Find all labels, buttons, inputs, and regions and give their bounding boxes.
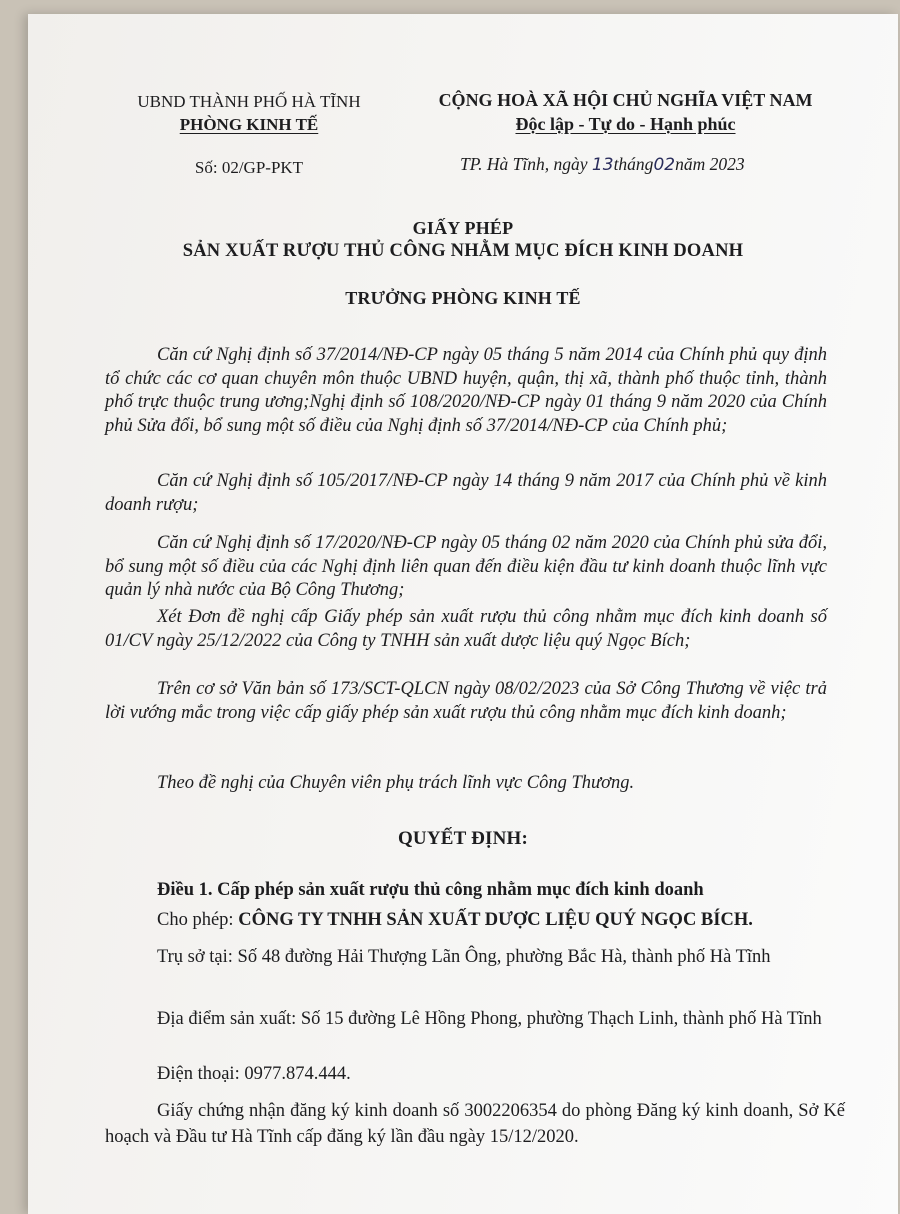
issue-date: [460, 154, 745, 175]
grantee-label: Cho phép:: [157, 910, 239, 930]
production-site: Địa điểm sản xuất: Số 15 đường Lê Hồng Phong, phường Thạch Linh, thành phố Hà Tĩnh: [157, 1009, 822, 1029]
decision-heading: QUYẾT ĐỊNH:: [397, 828, 529, 849]
date-month-label: tháng: [613, 154, 654, 174]
doc-title: GIẤY PHÉP: [412, 218, 514, 238]
preamble-paragraph: Trên cơ sở Văn bản số 173/SCT-QLCN ngày 08/02/2023 của Sở Công Thương về việc trả lời vướng mắc trong việc cấp giấy phép sản xuất rượu thủ công nhằm mục đích kinh doanh;: [105, 679, 827, 723]
article-1-title: Điều 1. Cấp phép sản xuất rượu thủ công nhằm mục đích kinh doanh: [157, 880, 704, 900]
agency-parent: UBND THÀNH PHỐ HÀ TĨNH: [137, 92, 361, 111]
preamble-paragraph: Căn cứ Nghị định số 105/2017/NĐ-CP ngày 14 tháng 9 năm 2017 của Chính phủ về kinh doanh rượu;: [105, 471, 827, 515]
date-suffix: năm 2023: [675, 154, 745, 174]
issuer-title: TRƯỞNG PHÒNG KINH TẾ: [345, 288, 581, 308]
preamble-paragraph: Căn cứ Nghị định số 37/2014/NĐ-CP ngày 05 tháng 5 năm 2014 của Chính phủ quy định tổ chức các cơ quan chuyên môn thuộc UBND huyện, quận, thị xã, thành phố thuộc tỉnh, thành phố trực thuộc trung ương;Nghị định số 108/2020/NĐ-CP ngày 01 tháng 9 năm 2020 của Chính phủ Sửa đổi, bổ sung một số điều của Nghị định số 37/2014/NĐ-CP của Chính phủ;: [105, 345, 827, 436]
phone-number: Điện thoại: 0977.874.444.: [157, 1064, 351, 1084]
nation-name: CỘNG HOÀ XÃ HỘI CHỦ NGHĨA VIỆT NAM: [438, 90, 813, 110]
date-prefix: TP. Hà Tĩnh, ngày: [460, 154, 592, 174]
date-day-handwritten: 13: [591, 155, 614, 175]
business-certificate: Giấy chứng nhận đăng ký kinh doanh số 3002206354 do phòng Đăng ký kinh doanh, Sở Kế hoạch và Đầu tư Hà Tĩnh cấp đăng ký lần đầu ngày 15/12/2020.: [105, 1101, 845, 1147]
grantee-line: [157, 910, 753, 931]
head-office: Trụ sở tại: Số 48 đường Hải Thượng Lãn Ông, phường Bắc Hà, thành phố Hà Tĩnh: [157, 947, 771, 967]
preamble-paragraph: Theo đề nghị của Chuyên viên phụ trách lĩnh vực Công Thương.: [157, 773, 635, 793]
preamble-paragraph: Căn cứ Nghị định số 17/2020/NĐ-CP ngày 05 tháng 02 năm 2020 của Chính phủ sửa đổi, bổ sung một số điều của các Nghị định liên quan đến điều kiện đầu tư kinh doanh thuộc lĩnh vực quản lý nhà nước của Bộ Công Thương;: [105, 533, 827, 600]
document-number: Số: 02/GP-PKT: [194, 158, 304, 177]
grantee-name: CÔNG TY TNHH SẢN XUẤT DƯỢC LIỆU QUÝ NGỌC BÍCH.: [238, 910, 753, 930]
doc-subtitle: SẢN XUẤT RƯỢU THỦ CÔNG NHẰM MỤC ĐÍCH KINH DOANH: [182, 241, 744, 261]
document-page: [28, 14, 898, 1214]
preamble-paragraph: Xét Đơn đề nghị cấp Giấy phép sản xuất rượu thủ công nhằm mục đích kinh doanh số 01/CV ngày 25/12/2022 của Công ty TNHH sản xuất dược liệu quý Ngọc Bích;: [105, 607, 827, 651]
agency-name: PHÒNG KINH TẾ: [179, 115, 319, 134]
national-motto: Độc lập - Tự do - Hạnh phúc: [515, 114, 736, 134]
date-month-handwritten: 02: [653, 155, 676, 175]
